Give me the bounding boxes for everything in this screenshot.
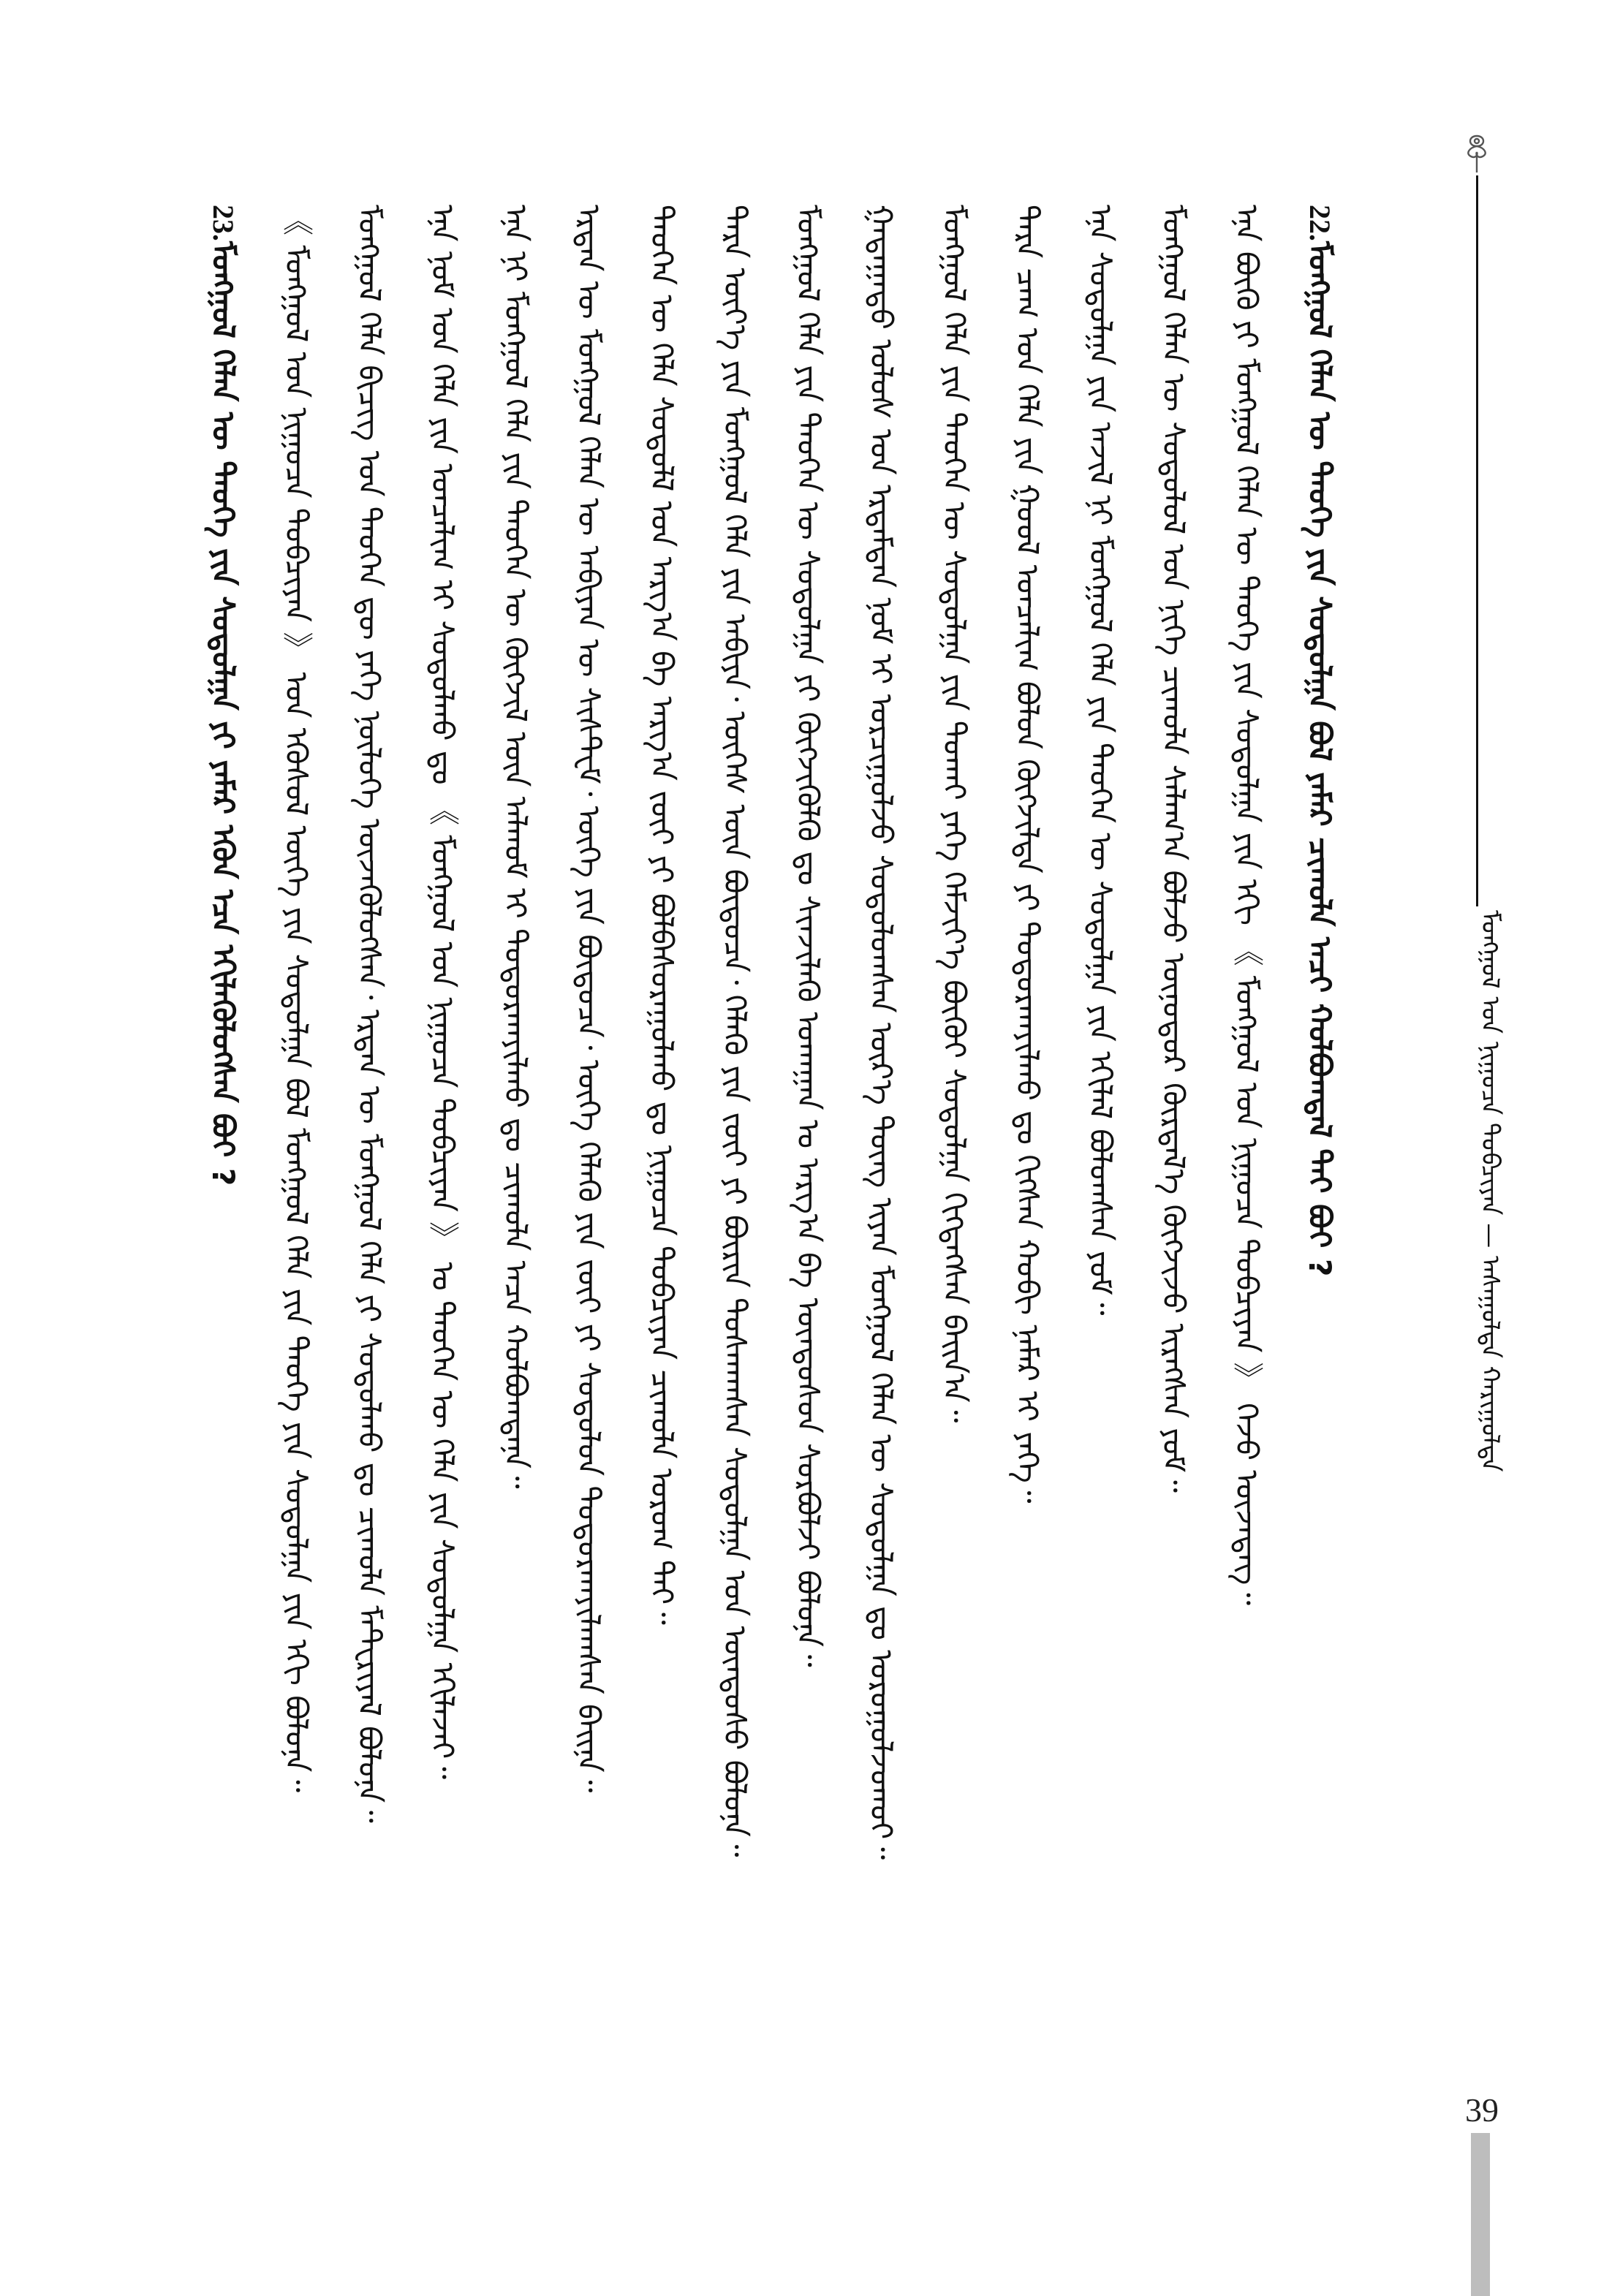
answer-line: ᠲᠡᠦᠬᠡᠨ ᠦ ᠬᠡᠯᠡ ᠰᠤᠳᠤᠯᠯ ᠤᠨ ᠠᠷᠭ᠎ᠠ ᠪᠠ ᠠᠷᠭ᠎ᠠ ᠵᠦᠢ ᠶᠢ ᠪᠣᠯᠪᠠᠰᠤᠷᠠᠭᠤᠯᠬᠤ ᠳᠤ ᠨᠢᠭᠤᠴᠠ ᠲᠣᠪᠴᠢᠶᠠᠨ ᠴᠢᠬᠤᠯᠠ ᠤᠷᠤᠭ ᠲᠠᠢ᠃ — [644, 205, 680, 1625]
question-23 — [186, 205, 260, 2237]
answer-line: ᠮᠣᠩᠭᠣᠯ ᠬᠡᠯᠡ ᠶᠢᠨ ᠲᠡᠦᠬᠡᠨ ᠦ ᠰᠣᠳᠤᠯᠭᠠ ᠶᠢᠨ ᠲᠤᠬᠠᠢ ᠶᠡᠬᠡ ᠬᠡᠮᠵᠢᠶ᠎ᠡ ᠪᠦᠬᠦᠢ ᠰᠣᠳᠤᠯᠭᠠ ᠬᠢᠭᠳᠡᠭᠰᠡᠨ ᠪᠠᠢᠨ᠎ᠠ᠃ — [937, 205, 972, 1423]
question-number: 23. — [207, 205, 240, 241]
page-number: 39 — [1465, 2091, 1499, 2129]
answer-line: ᠡᠨᠡ ᠨᠢ ᠮᠣᠩᠭᠣᠯ ᠬᠡᠯᠡ ᠶᠢᠨ ᠲᠡᠦᠬᠡᠨ ᠦ ᠬᠦᠭᠵᠢᠯ ᠦᠨ ᠠᠯᠬᠤᠮ ᠢ ᠲᠣᠳᠤᠷᠬᠠᠶᠢᠯᠬᠤ ᠳᠤ ᠴᠢᠬᠤᠯᠠ ᠠᠴᠠ ᠬᠣᠯᠪᠣᠭᠳᠠᠨᠠ᠃ — [498, 205, 534, 1489]
answer-line: ᠡᠨᠡ ᠰᠣᠳᠤᠯᠭᠠ ᠶᠢᠨ ᠠᠵᠢᠯ ᠨᠢ ᠮᠣᠩᠭᠣᠯ ᠬᠡᠯᠡ ᠶᠢᠨ ᠲᠡᠦᠬᠡᠨ ᠦ ᠰᠣᠳᠤᠯᠭᠠ ᠶᠢᠨ ᠡᠬᠢᠯᠡᠯ ᠪᠣᠯᠤᠭᠰᠠᠨ ᠶᠤᠮ᠃ — [1083, 205, 1119, 1316]
answer-line: ᠲᠡᠷᠡ ᠦᠶ᠎ᠡ ᠶᠢᠨ ᠮᠣᠩᠭᠣᠯ ᠬᠡᠯᠡ ᠶᠢᠨ ᠠᠪᠢᠶᠠ᠂ ᠦᠭᠡᠰ ᠦᠨ ᠪᠦᠲᠦᠴᠡ᠂ ᠬᠡᠯᠡᠬᠦ ᠶᠢᠨ ᠵᠦᠢ ᠶᠢ ᠪᠦᠷᠢᠨ ᠲᠤᠰᠬᠠᠭᠰᠠᠨ ᠰᠣᠳᠤᠯᠭᠠ ᠤᠨ ᠦᠨᠳᠦᠰᠦ ᠪᠣᠯᠤᠨᠠ᠃ — [717, 205, 753, 1857]
answer-line: 《 ᠮᠣᠩᠭᠣᠯ ᠤᠨ ᠨᠢᠭᠤᠴᠠ ᠲᠣᠪᠴᠢᠶᠠᠨ 》 ᠤᠨ ᠡᠭᠦᠰᠦᠯ ᠦᠭᠡ ᠶᠢᠨ ᠰᠣᠳᠤᠯᠭᠠ ᠪᠣᠯ ᠮᠣᠩᠭᠣᠯ ᠬᠡᠯᠡ ᠶᠢᠨ ᠲᠡᠦᠬᠡ ᠶᠢᠨ ᠰᠣᠳᠤᠯᠭᠠ ᠶᠢᠨ ᠡᠬᠢ ᠪᠣᠯᠤᠨᠠ᠃ — [279, 205, 314, 1792]
running-header: ᠮᠣᠩᠭᠣᠯ ᠤᠨ ᠨᠢᠭᠤᠴᠠ ᠲᠣᠪᠴᠢᠶᠠᠨ — ᠠᠰᠠᠭᠤᠯᠲᠠ ᠬᠠᠷᠢᠭᠤᠯᠲᠠ — [1475, 910, 1505, 1472]
question-text: ᠮᠣᠩᠭᠣᠯ ᠬᠡᠯᠡᠨ ᠦ ᠲᠡᠦᠬᠡ ᠶᠢᠨ ᠰᠣᠳᠤᠯᠭᠠ ᠪᠣᠯ ᠶᠠᠮᠠᠷ ᠴᠢᠬᠤᠯᠠ ᠠᠴᠢ ᠬᠣᠯᠪᠣᠭᠳᠠᠯ ᠲᠠᠢ ᠪᠤᠢ ? — [1302, 241, 1338, 1277]
question-text: ᠮᠣᠩᠭᠣᠯ ᠬᠡᠯᠡᠨ ᠦ ᠲᠡᠦᠬᠡ ᠶᠢᠨ ᠰᠣᠳᠤᠯᠭᠠ ᠶᠢ ᠶᠠᠮᠠᠷ ᠡᠭᠦᠨ ᠡᠴᠡ ᠡᠬᠢᠯᠡᠭᠦᠯᠦᠭᠰᠡᠨ ᠪᠤᠢ ? — [205, 241, 241, 1186]
answer-line: ᠮᠣᠩᠭᠣᠯ ᠬᠡᠯᠡᠨ ᠦ ᠰᠤᠳᠤᠯᠤᠯ ᠤᠨ ᠨᠢᠭᠡ ᠴᠢᠬᠤᠯᠠ ᠰᠠᠯᠠᠭ᠎ᠠ ᠪᠣᠯᠵᠤ ᠥᠨᠥᠳᠦᠷ ᠬᠦᠷᠲᠡᠯ᠎ᠡ ᠬᠥᠭᠵᠢᠵᠦ ᠢᠷᠡᠭᠰᠡᠨ ᠶᠤᠮ᠃ — [1156, 205, 1192, 1493]
answer-closing-line: ᠡᠨᠡ ᠪᠦᠬᠦ ᠶᠢ ᠮᠣᠩᠭᠣᠯ ᠬᠡᠯᠡᠨ ᠦ ᠲᠡᠦᠬᠡ ᠶᠢᠨ ᠰᠣᠳᠤᠯᠭᠠ ᠶᠢᠨ ᠡᠬᠢ 《 ᠮᠣᠩᠭᠣᠯ ᠤᠨ ᠨᠢᠭᠤᠴᠠ ᠲᠣᠪᠴᠢᠶᠠᠨ 》 ᠭᠡᠵᠦ ᠦᠵᠡᠳᠡᠭ᠃ — [1229, 205, 1265, 1605]
question-22 — [1283, 205, 1356, 2237]
ornament-icon — [1455, 130, 1499, 174]
answer-line: ᠮᠣᠩᠭᠣᠯ ᠬᠡᠯᠡ ᠶᠢᠨ ᠲᠡᠦᠬᠡᠨ ᠦ ᠰᠣᠳᠤᠯᠭᠠ ᠶᠢ ᠬᠥᠭᠵᠢᠭᠦᠯᠬᠦ ᠳᠤ ᠰᠢᠨᠵᠢᠯᠡᠬᠦ ᠤᠬᠠᠭᠠᠨ ᠤ ᠠᠷᠭ᠎ᠠ ᠪᠠ ᠦᠨᠳᠦᠰᠦᠨ ᠰᠤᠷᠪᠤᠯᠵᠢ ᠪᠣᠯᠤᠨᠠ᠃ — [790, 205, 826, 1667]
main-text — [186, 205, 1400, 2237]
answer-line: ᠮᠣᠩᠭᠣᠯ ᠬᠡᠯᠡ ᠪᠢᠴᠢᠭ ᠤᠨ ᠲᠡᠦᠬᠡᠨ ᠳᠦ ᠶᠡᠬᠡ ᠨᠥᠯᠦᠭᠡ ᠦᠵᠡᠭᠦᠯᠦᠭᠰᠡᠨ᠂ ᠡᠷᠲᠡᠨ ᠦ ᠮᠣᠩᠭᠣᠯ ᠬᠡᠯᠡ ᠶᠢ ᠰᠤᠳᠤᠯᠬᠤ ᠳᠤ ᠴᠢᠬᠤᠯᠠ ᠮᠠᠲᠧᠷᠢᠶᠠᠯ ᠪᠣᠯᠤᠨᠠ᠃ — [352, 205, 387, 1823]
answer-line: ᠭᠠᠳᠠᠭᠠᠳᠤ ᠤᠯᠤᠰ ᠤᠨ ᠡᠷᠳᠡᠮᠳᠡᠨ ᠨᠣᠮ ᠢ ᠣᠷᠴᠢᠭᠤᠯᠵᠤ ᠰᠤᠳᠤᠯᠤᠭᠰᠠᠨ ᠦᠷ᠎ᠡ ᠳᠦᠩ ᠢᠶᠡᠨ ᠮᠣᠩᠭᠣᠯ ᠬᠡᠯᠡᠨ ᠦ ᠰᠣᠳᠤᠯᠭᠠ ᠳᠤ ᠣᠷᠤᠭᠤᠯᠵᠤᠬᠤᠢ᠃ — [863, 205, 899, 1860]
answer-line: ᠡᠷᠲᠡᠨ ᠦ ᠮᠣᠩᠭᠣᠯ ᠬᠡᠯᠡᠨ ᠦ ᠠᠪᠢᠶᠠᠨ ᠦ ᠰᠢᠰᠲᠧᠮ᠂ ᠦᠭᠡ ᠶᠢᠨ ᠪᠦᠲᠦᠴᠡ᠂ ᠦᠭᠡ ᠬᠡᠯᠡᠬᠦ ᠶᠢᠨ ᠵᠦᠢ ᠶᠢ ᠰᠤᠳᠤᠯᠤᠨ ᠲᠣᠳᠤᠷᠬᠠᠶᠢᠯᠠᠭᠰᠠᠨ ᠪᠠᠢᠨᠠ᠃ — [571, 205, 607, 1793]
page-edge-bar — [1471, 2133, 1490, 2296]
answer-line: ᠡᠨᠡ ᠨᠣᠮ ᠤᠨ ᠬᠡᠯᠡ ᠶᠢᠨ ᠣᠨᠴᠠᠯᠢᠭ ᠢ ᠰᠤᠳᠤᠯᠬᠤ ᠳᠤ 《 ᠮᠣᠩᠭᠣᠯ ᠤᠨ ᠨᠢᠭᠤᠴᠠ ᠲᠣᠪᠴᠢᠶᠠᠨ 》 ᠤ ᠲᠡᠦᠬᠡᠨ ᠦ ᠬᠡᠯᠡ ᠶᠢᠨ ᠰᠣᠳᠤᠯᠭᠠ ᠡᠬᠢᠯᠡᠵᠡᠢ᠃ — [425, 205, 461, 1779]
header-rule — [1476, 175, 1478, 906]
answer-line: ᠲᠡᠷᠡ ᠴᠠᠭ ᠤᠨ ᠬᠡᠯᠡ ᠶᠢᠨ ᠭᠤᠤᠯ ᠣᠨᠴᠠᠯᠢᠭ ᠪᠣᠯᠤᠨ ᠬᠥᠭᠵᠢᠯᠲᠡ ᠶᠢ ᠲᠣᠳᠤᠷᠬᠠᠶᠢᠯᠬᠤ ᠳᠤ ᠬᠢᠭᠰᠡᠨ ᠬᠤᠪᠢ ᠨᠡᠮᠡᠷ ᠢ ᠶᠡᠬᠡ᠃ — [1010, 205, 1045, 1504]
question-number: 22. — [1304, 205, 1336, 241]
